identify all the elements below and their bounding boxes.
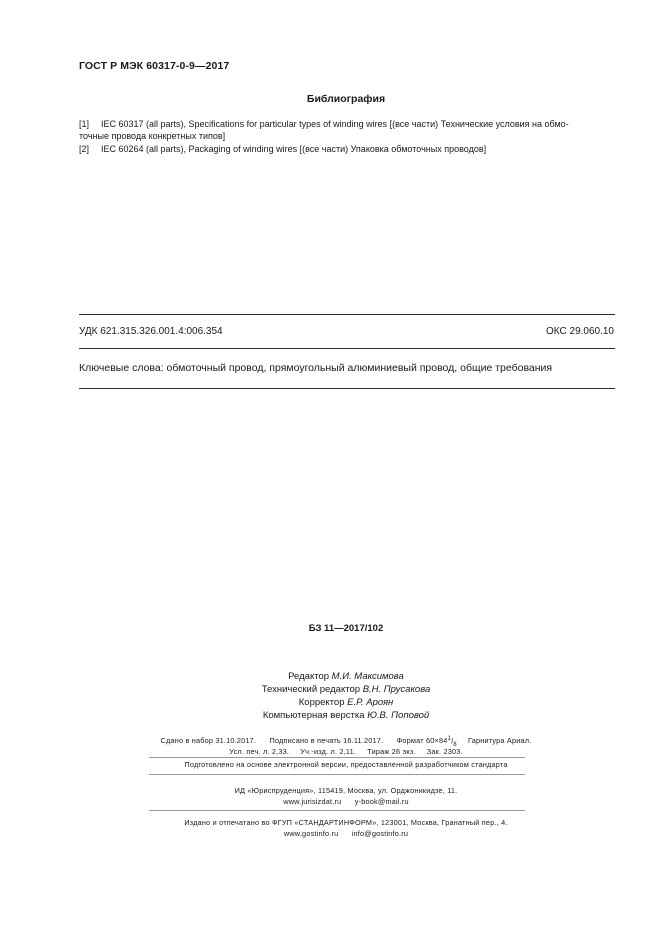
bibliography-item-number: [2] (79, 144, 90, 154)
divider (79, 388, 615, 389)
bibliography-title: Библиография (306, 93, 386, 105)
credit-role: Корректор (298, 697, 345, 708)
imprint-sent: Сдано в набор 31.10.2017. (160, 736, 257, 746)
imprint-line (0, 747, 661, 756)
imprint-run: Тираж 26 экз. (367, 747, 416, 756)
publisher-email-link[interactable]: y-book@mail.ru (354, 797, 409, 806)
credit-name: М.И. Максимова (331, 671, 404, 682)
printer-email-link[interactable]: info@gostinfo.ru (351, 829, 409, 838)
divider (149, 810, 525, 811)
imprint-signed: Подписано в печать 16.11.2017. (269, 736, 384, 746)
imprint-prepared: Подготовлено на основе электронной версии, предоставленной разработчиком стандарта (184, 760, 508, 769)
credit-name: Ю.В. Поповой (367, 710, 430, 721)
bibliography-item (79, 143, 616, 155)
credit-role: Компьютерная верстка (262, 710, 365, 721)
printer-website-link[interactable]: www.gostinfo.ru (283, 829, 339, 838)
imprint-typeface: Гарнитура Ариал. (467, 736, 532, 746)
imprint-format: Формат $60\times 84^1/_8$ (396, 736, 457, 748)
credit-role: Редактор (288, 671, 330, 682)
divider (149, 774, 525, 775)
bibliography-item-number: [1] (79, 119, 90, 129)
printer-line: Издано и отпечатано во ФГУП «СТАНДАРТИНФОРМ», 123001, Москва, Гранатный пер., 4. (184, 818, 508, 827)
printer-contacts (0, 829, 661, 838)
publisher-website-link[interactable]: www.jurisizdat.ru (283, 797, 342, 806)
credit-name: В.Н. Прусакова (362, 684, 431, 695)
bibliography-item-text: IEC 60317 (all parts), Specifications for particular types of winding wires [(все части) Технические условия на обмо- (101, 119, 569, 129)
imprint-print-sheets: Усл. печ. л. 2,33. (229, 747, 290, 756)
bibliography-item-text-cont: точные провода конкретных типов] (79, 131, 226, 141)
imprint-order: Зак. 2303. (426, 747, 463, 756)
divider (149, 757, 525, 758)
credit-line (0, 696, 661, 709)
divider (79, 314, 615, 315)
credit-name: Е.Р. Ароян (347, 697, 394, 708)
oks-code: ОКС 29.060.10 (546, 326, 614, 337)
publisher-line: ИД «Юриспруденция», 115419, Москва, ул. Орджоникидзе, 11. (234, 786, 458, 795)
document-header: ГОСТ Р МЭК 60317-0-9—2017 (79, 60, 230, 72)
credit-line (0, 670, 661, 683)
credit-line (0, 683, 661, 696)
keywords: Ключевые слова: обмоточный провод, прямоугольный алюминиевый провод, общие требования (79, 362, 553, 374)
format-numerator: 1 (447, 736, 452, 742)
imprint-pub-sheets: Уч.-изд. л. 2,11. (300, 747, 357, 756)
format-denominator: 8 (453, 741, 457, 748)
bibliography-item (79, 118, 616, 142)
divider (79, 348, 615, 349)
credit-line (0, 709, 661, 722)
bibliography-item-text: IEC 60264 (all parts), Packaging of winding wires [(все части) Упаковка обмоточных проводов] (101, 144, 487, 154)
credit-role: Технический редактор (261, 684, 361, 695)
format-prefix: Формат 60×84 (396, 736, 448, 746)
publisher-contacts (0, 797, 661, 806)
udk-code: УДК 621.315.326.001.4:006.354 (79, 326, 223, 337)
bz-number: БЗ 11—2017/102 (308, 623, 384, 634)
